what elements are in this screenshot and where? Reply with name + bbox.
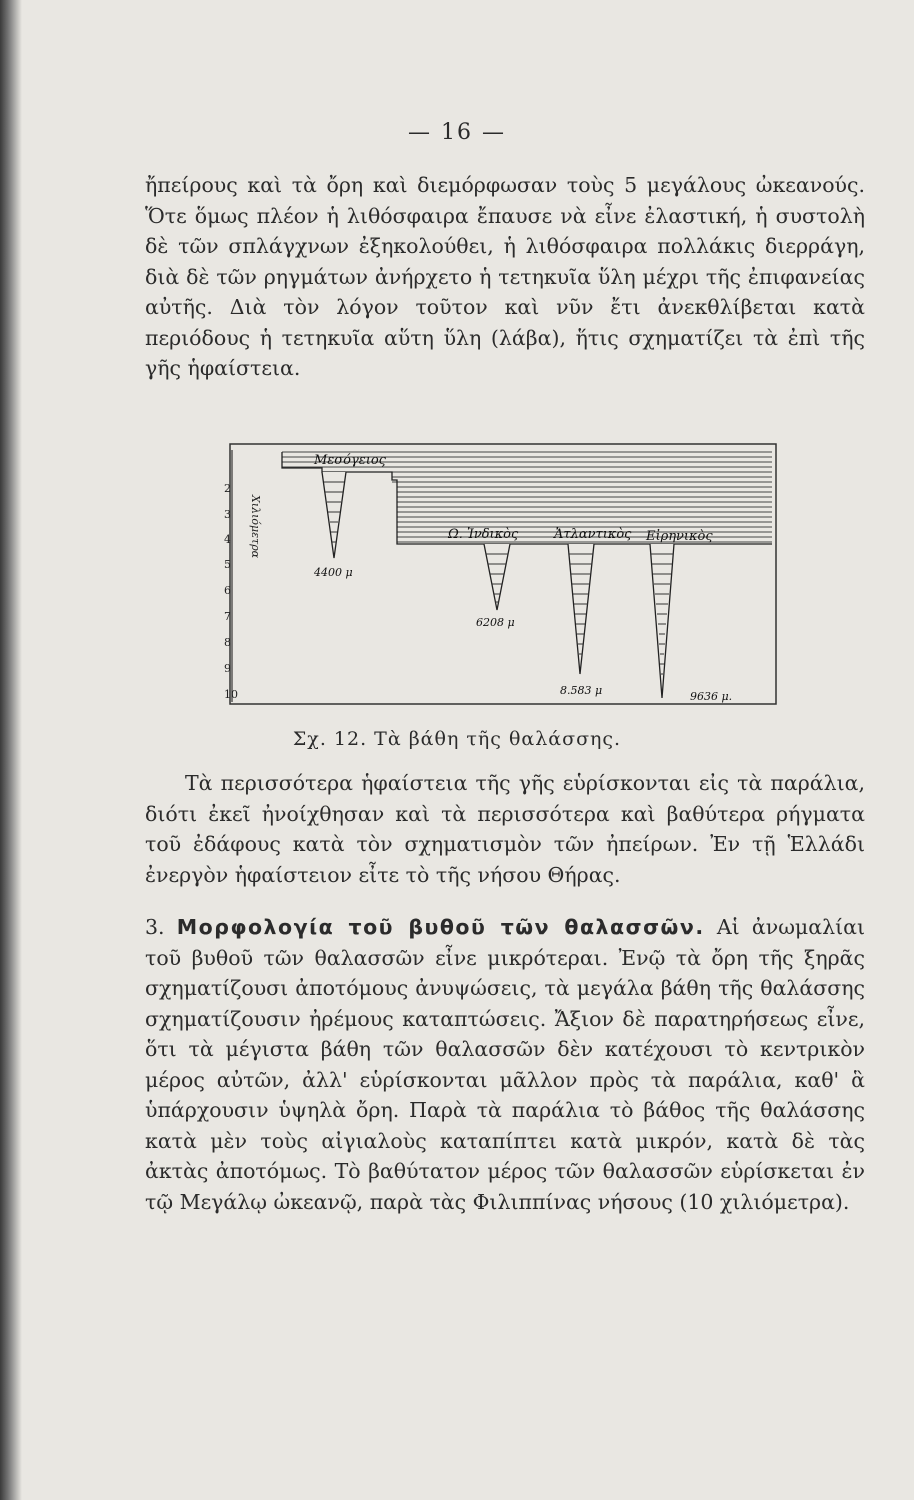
depth-pacific: 9636 μ. — [690, 690, 733, 703]
scale-tick: 10 — [224, 688, 238, 701]
depth-indian: 6208 μ — [476, 616, 515, 629]
label-indian: Ω. Ἰνδικὸς — [448, 527, 519, 542]
figure-caption: Σχ. 12. Τὰ βάθη τῆς θαλάσσης. — [292, 728, 622, 750]
scale-tick: 8 — [224, 636, 231, 649]
page-number: — 16 — — [408, 120, 506, 145]
scale-tick: 7 — [224, 610, 231, 623]
sea-depths-figure — [222, 440, 782, 708]
label-atlantic: Ἀτλαντικὸς — [554, 527, 632, 542]
section-title: Μορφολογία τοῦ βυθοῦ τῶν θαλασσῶν. — [176, 915, 705, 939]
scale-tick: 2 — [224, 482, 231, 495]
section-body: Αἱ ἀνωμαλίαι τοῦ βυθοῦ τῶν θαλασσῶν εἶνε μικρότεραι. Ἐνῷ τὰ ὄρη τῆς ξηρᾶς σχηματίζουσι ἀποτόμους ἀνυψώσεις, τὰ μεγάλα βάθη τῆς θαλάσσης σχηματίζουσιν ἠρέμους καταπτώσεις. Ἄξιον δὲ παρατηρήσεως εἶνε, ὅτι τὰ μέγιστα βάθη τῶν θαλασσῶν δὲν κατέχουσι τὸ κεντρικὸν μέρος αὐτῶν, ἀλλ' εὑρίσκονται μᾶλλον πρὸς τὰ παράλια, καθ' ἃ ὑπάρχουσιν ὑψηλὰ ὄρη. Παρὰ τὰ παράλια τὸ βάθος τῆς θαλάσσης κατὰ μὲν τοὺς αἰγιαλοὺς καταπίπτει κατὰ μικρόν, κατὰ δὲ τὰς ἀκτὰς ἀποτόμως. Τὸ βαθύτατον μέρος τῶν θαλασσῶν εὑρίσκεται ἐν τῷ Μεγάλῳ ὠκεανῷ, παρὰ τὰς Φιλιππίνας νήσους (10 χιλιόμετρα). — [145, 915, 865, 1214]
scale-tick: 9 — [224, 662, 231, 675]
scale-tick: 3 — [224, 508, 231, 521]
paragraph-volcanoes: Τὰ περισσότερα ἡφαίστεια τῆς γῆς εὑρίσκονται εἰς τὰ παράλια, διότι ἐκεῖ ἠνοίχθησαν καὶ τὰ περισσότερα καὶ βαθύτερα ρήγματα τοῦ ἐδάφους κατὰ τὸν σχηματισμὸν τῶν ἠπείρων. Ἐν τῇ Ἑλλάδι ἐνεργὸν ἡφαίστειον εἶτε τὸ τῆς νήσου Θήρας. — [145, 771, 865, 887]
axis-label-kilometers: Χιλιόμετρα — [249, 495, 262, 559]
paragraph-lithosphere: ἤπείρους καὶ τὰ ὄρη καὶ διεμόρφωσαν τοὺς 5 μεγάλους ὠκεανούς. Ὅτε ὅμως πλέον ἡ λιθόσφαιρα ἔπαυσε νὰ εἶνε ἐλαστική, ἡ συστολὴ δὲ τῶν σπλάγχνων ἐξηκολούθει, ἡ λιθόσφαιρα πολλάκις διερράγη, διὰ δὲ τῶν ρηγμάτων ἀνήρχετο ἡ τετηκυῖα ὕλη μέχρι τῆς ἐπιφανείας αὐτῆς. Διὰ τὸν λόγον τοῦτον καὶ νῦν ἔτι ἀνεκθλίβεται κατὰ περιόδους ἡ τετηκυῖα αὕτη ὕλη (λάβα), ἥτις σχηματίζει τὰ ἐπὶ τῆς γῆς ἡφαίστεια. — [145, 173, 865, 380]
paragraph-seabed-morphology — [145, 912, 865, 1217]
depth-mediterranean: 4400 μ — [314, 566, 353, 579]
label-pacific: Εἰρηνικὸς — [646, 529, 713, 544]
page-edge-shadow — [0, 0, 22, 1500]
scale-tick: 5 — [224, 558, 231, 571]
label-mediterranean: Μεσόγειος — [314, 453, 386, 468]
scale-tick: 4 — [224, 533, 231, 546]
depth-atlantic: 8.583 μ — [560, 684, 603, 697]
section-number: 3. — [145, 915, 165, 939]
scale-tick: 6 — [224, 584, 231, 597]
